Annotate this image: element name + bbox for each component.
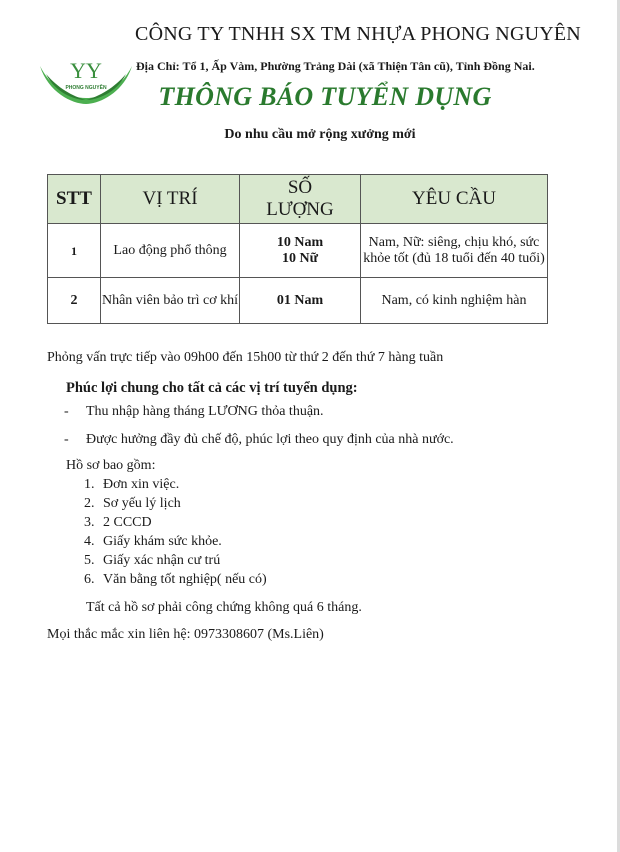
notice-title: THÔNG BÁO TUYỂN DỤNG — [158, 82, 492, 111]
logo-letters: YY — [70, 58, 102, 83]
document-item: Văn bằng tốt nghiệp( nếu có) — [103, 572, 267, 587]
bullet-dash: - — [64, 432, 69, 447]
document-number: 2. — [84, 496, 95, 511]
cell-stt: 1 — [48, 224, 101, 278]
document-item: Đơn xin việc. — [103, 477, 180, 492]
logo-caption: PHONG NGUYÊN — [65, 85, 107, 91]
cell-stt: 2 — [48, 278, 101, 324]
document-number: 5. — [84, 553, 95, 568]
document-number: 6. — [84, 572, 95, 587]
document-number: 4. — [84, 534, 95, 549]
cell-position: Lao động phổ thông — [101, 224, 240, 278]
header-quantity: SỐ LƯỢNG — [240, 175, 361, 224]
table-row — [48, 278, 548, 324]
cell-quantity: 01 Nam — [240, 278, 361, 324]
header-position: VỊ TRÍ — [101, 175, 240, 224]
documents-note: Tất cả hồ sơ phải công chứng không quá 6 tháng. — [86, 600, 362, 615]
cell-requirements: Nam, Nữ: siêng, chịu khó, sức khỏe tốt (đủ 18 tuổi đến 40 tuổi) — [361, 224, 548, 278]
document-item: Giấy xác nhận cư trú — [103, 553, 221, 568]
benefit-item: Thu nhập hàng tháng LƯƠNG thỏa thuận. — [86, 404, 324, 419]
cell-position: Nhân viên bảo trì cơ khí — [101, 278, 240, 324]
table-header-row — [48, 175, 548, 224]
document-item: Sơ yếu lý lịch — [103, 496, 181, 511]
interview-schedule: Phỏng vấn trực tiếp vào 09h00 đến 15h00 từ thứ 2 đến thứ 7 hàng tuần — [47, 350, 444, 365]
document-item: 2 CCCD — [103, 515, 152, 530]
documents-heading: Hồ sơ bao gồm: — [66, 458, 156, 473]
company-address: Địa Chỉ: Tổ 1, Ấp Vàm, Phường Trảng Dài (xã Thiện Tân cũ), Tỉnh Đồng Nai. — [136, 59, 535, 73]
document-number: 1. — [84, 477, 95, 492]
benefit-item: Được hưởng đầy đủ chế độ, phúc lợi theo quy định của nhà nước. — [86, 432, 454, 447]
header-stt: STT — [48, 175, 101, 224]
company-logo-icon — [38, 52, 134, 108]
bullet-dash: - — [64, 404, 69, 419]
header-requirements: YÊU CẦU — [361, 175, 548, 224]
benefits-heading: Phúc lợi chung cho tất cả các vị trí tuyển dụng: — [66, 380, 358, 396]
document-number: 3. — [84, 515, 95, 530]
cell-quantity: 10 Nam 10 Nữ — [240, 224, 361, 278]
jobs-table — [47, 174, 548, 324]
table-row — [48, 224, 548, 278]
contact-info: Mọi thắc mắc xin liên hệ: 0973308607 (Ms.Liên) — [47, 627, 324, 642]
notice-subtitle: Do nhu cầu mở rộng xưởng mới — [224, 127, 416, 142]
cell-requirements: Nam, có kinh nghiệm hàn — [361, 278, 548, 324]
document-item: Giấy khám sức khỏe. — [103, 534, 222, 549]
company-name: CÔNG TY TNHH SX TM NHỰA PHONG NGUYÊN — [135, 23, 581, 45]
